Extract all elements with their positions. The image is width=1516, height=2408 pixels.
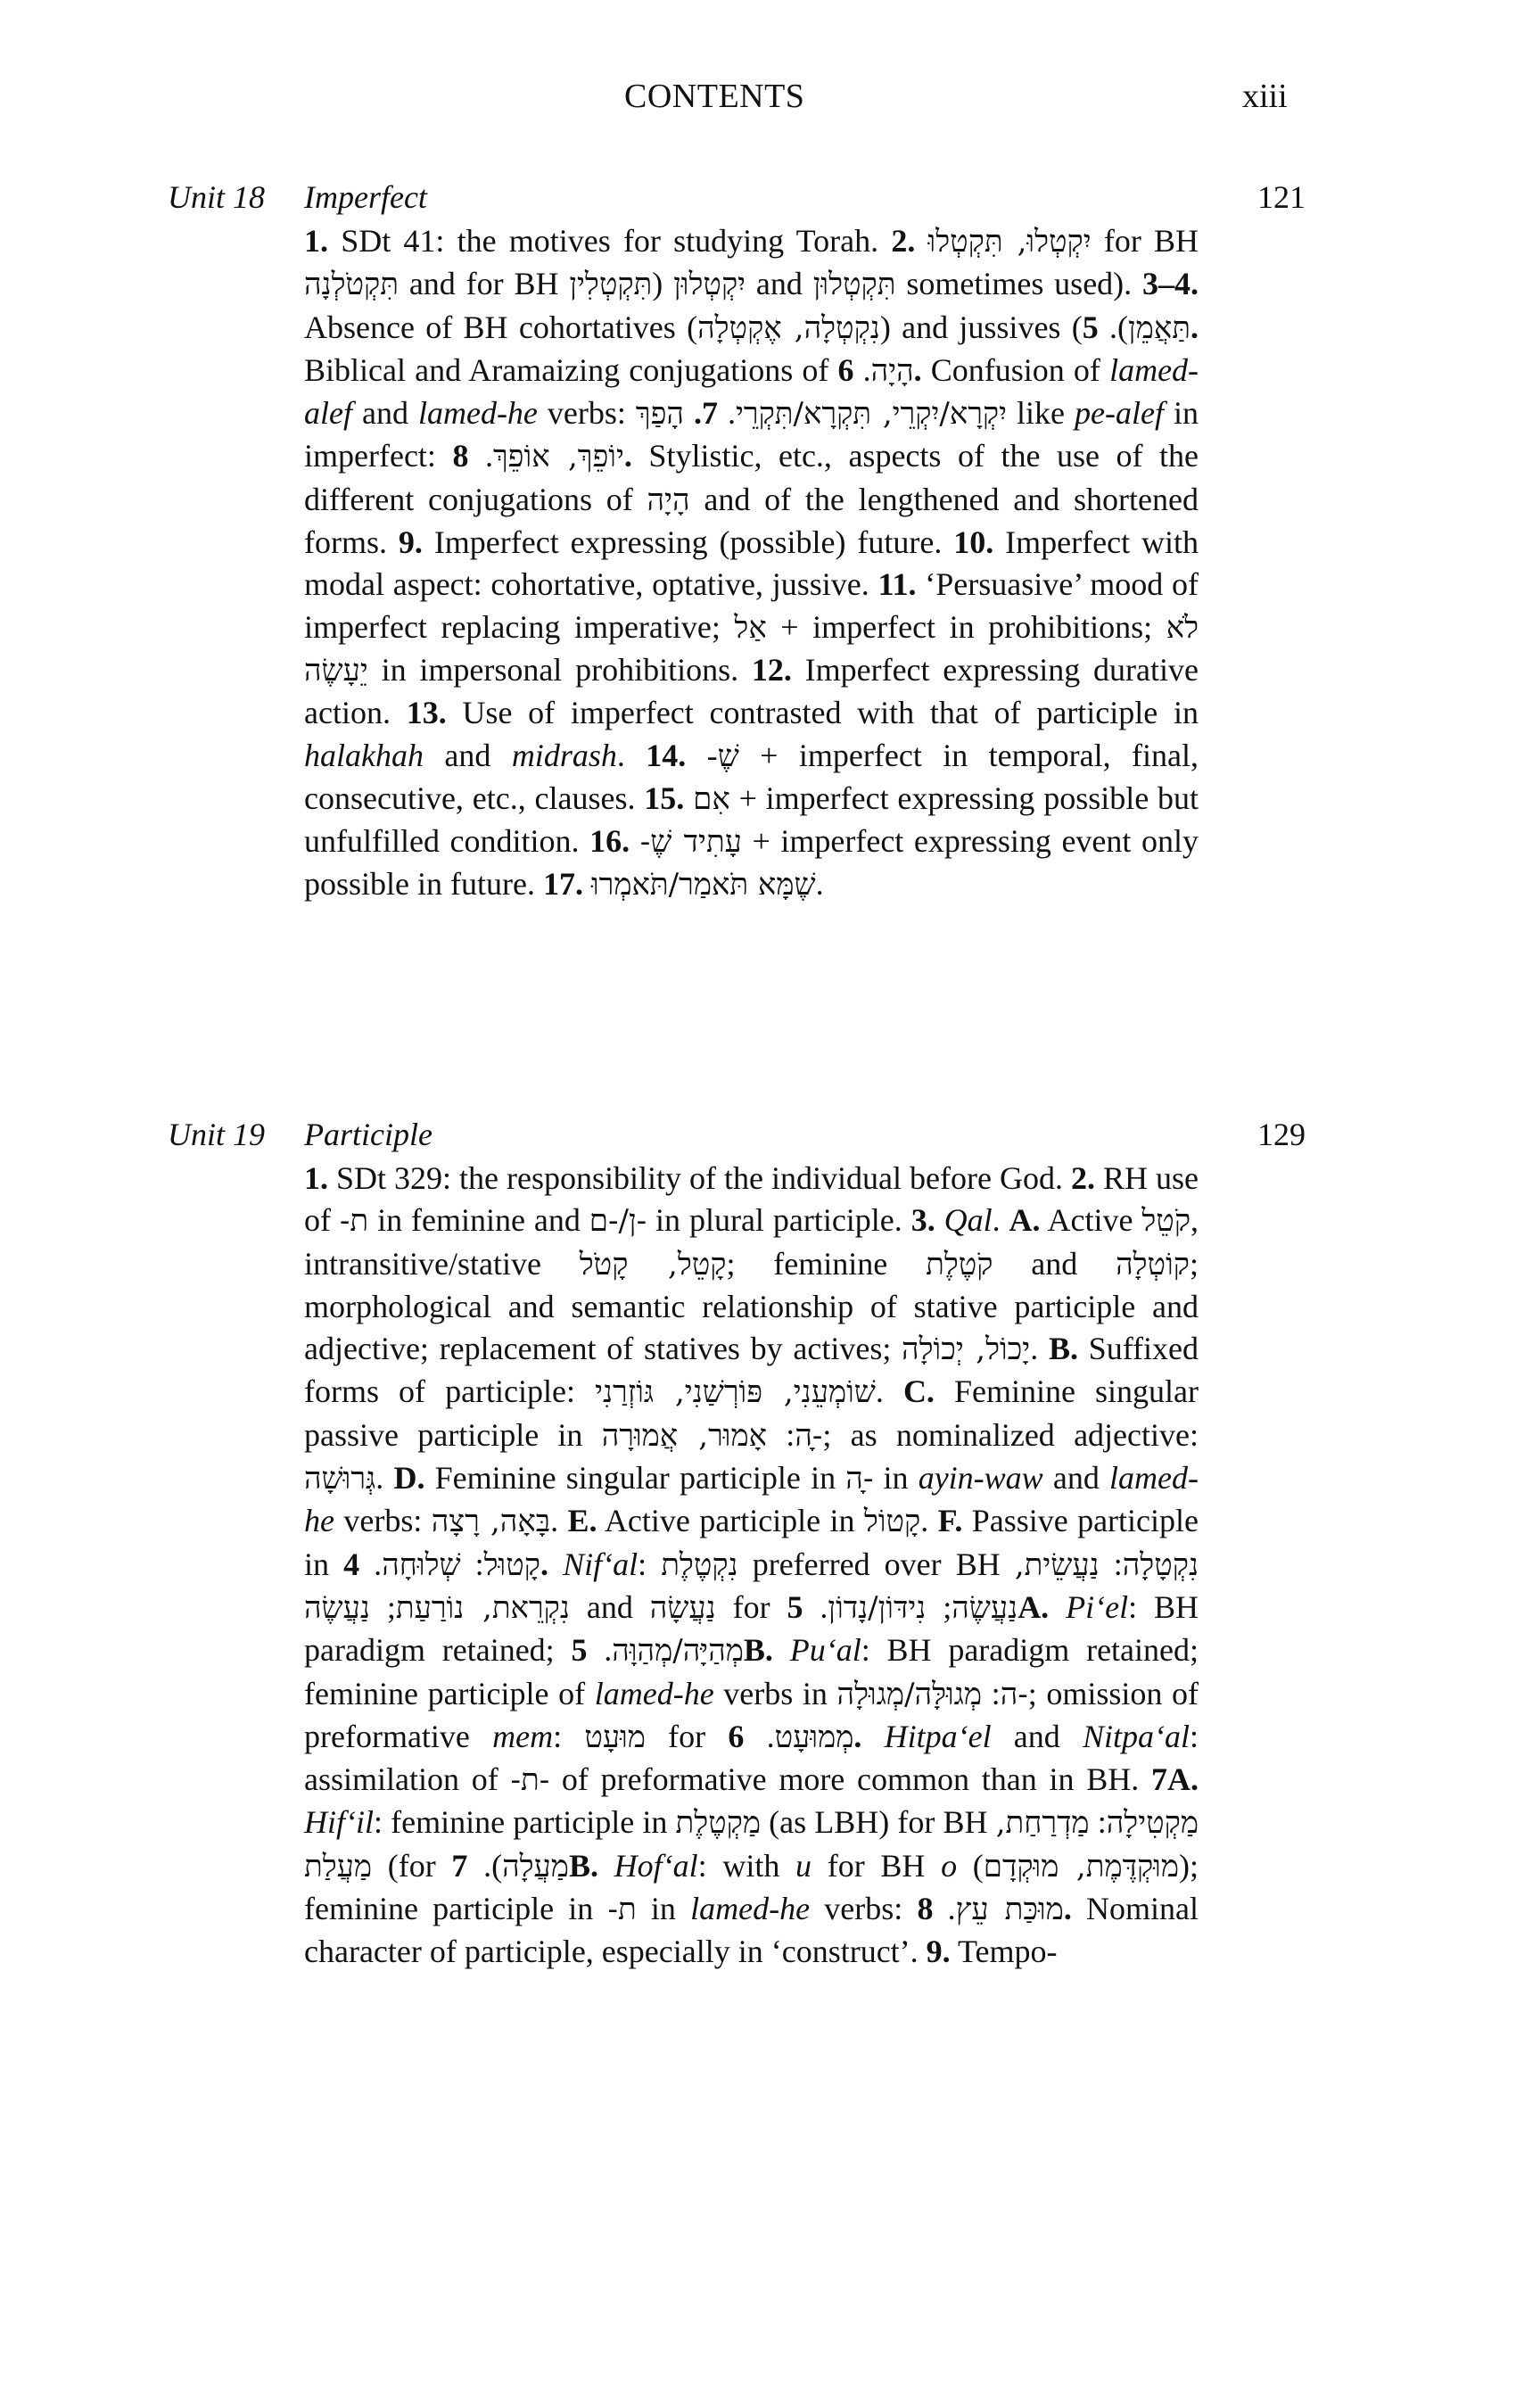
section-number: E. xyxy=(567,1503,597,1539)
hebrew-form: קֹטֶלֶת xyxy=(926,1246,993,1282)
italic-term: Pi‘el xyxy=(1066,1588,1129,1625)
text-run: Passive participle in xyxy=(304,1503,1199,1582)
text-run: for xyxy=(715,1588,787,1625)
unit-18-entry xyxy=(0,178,1516,1088)
text-run: : xyxy=(1089,1804,1107,1841)
hebrew-form: הָיָה xyxy=(870,352,914,389)
hebrew-form: נַעֲשֵׂית, נִקְרֵאת, נוֹרַעַת xyxy=(395,1546,1100,1626)
text-run: in feminine and xyxy=(368,1202,589,1239)
text-run: . xyxy=(933,1891,956,1927)
text-run: SDt 329: the responsibility of the individual before God. xyxy=(328,1160,1071,1196)
text-run: verbs: xyxy=(810,1891,918,1927)
text-run: . xyxy=(815,866,824,903)
running-head: CONTENTS xyxy=(624,78,805,115)
text-run: . xyxy=(744,1718,775,1754)
italic-term: Hif‘il xyxy=(304,1804,374,1841)
text-run: Use of imperfect contrasted with that of participle in xyxy=(446,695,1199,731)
text-run: : assimilation of xyxy=(304,1718,1199,1798)
text-run: Active participle in xyxy=(597,1503,864,1539)
section-number: F. xyxy=(937,1503,963,1539)
text-run: . xyxy=(587,1632,613,1669)
text-run: Imperfect with modal aspect: cohortative, optative, jussive. xyxy=(304,524,1199,603)
section-number: 1. xyxy=(304,223,328,259)
hebrew-form: מוּעָט xyxy=(584,1719,646,1755)
text-run: + imperfect expressing event only possible in future. xyxy=(304,823,1199,903)
section-number: 13. xyxy=(406,695,447,731)
text-run: like xyxy=(1007,395,1075,432)
hebrew-form: נִידּוֹן/נָדוֹן xyxy=(828,1589,927,1626)
text-run: : xyxy=(638,1546,662,1582)
section-number: 7B. xyxy=(451,1847,598,1884)
italic-term: Nitpa‘al xyxy=(1083,1718,1191,1754)
italic-term: lamed-alef xyxy=(304,351,1199,432)
italic-term: ayin-waw xyxy=(918,1460,1043,1497)
italic-term: Qal xyxy=(943,1202,993,1239)
text-run: for BH xyxy=(812,1847,942,1884)
text-run: and xyxy=(423,737,512,773)
unit-19-entry xyxy=(0,1116,1516,2168)
text-run xyxy=(583,866,591,902)
hebrew-form: שֶׁ xyxy=(717,738,739,774)
text-run: + imperfect expressing possible but unfulfilled condition. xyxy=(304,779,1199,860)
text-run: sometimes used). xyxy=(895,266,1143,302)
text-run: . xyxy=(875,1373,903,1410)
text-run: Feminine singular passive participle in xyxy=(304,1373,1199,1453)
unit-page-number: 121 xyxy=(1257,179,1306,215)
hebrew-form: מַדְרַחַת, מַעֲלַת xyxy=(304,1805,1090,1884)
text-run xyxy=(861,1719,884,1754)
text-run: : feminine participle in xyxy=(374,1804,676,1841)
text-run: for BH xyxy=(1091,223,1199,259)
hebrew-form: יִקְטְלוּ, תִּקְטְלוּ xyxy=(927,224,1092,260)
hebrew-form: קוֹטְלָה xyxy=(1116,1246,1190,1282)
unit-description xyxy=(304,1158,1199,1974)
section-number: D. xyxy=(393,1460,425,1497)
section-number: 4. xyxy=(343,1546,548,1582)
hebrew-form: הָיָה xyxy=(647,482,690,518)
text-run: verbs in xyxy=(713,1675,837,1711)
section-number: 3–4. xyxy=(1142,266,1199,302)
hebrew-form: נִקְטְלָה, אֶקְטְלָה xyxy=(697,309,880,346)
section-number: 8. xyxy=(917,1891,1072,1927)
hebrew-form: אִם xyxy=(693,780,730,817)
text-run: Suffixed forms of participle: xyxy=(304,1331,1199,1410)
text-run: in plural participle. xyxy=(647,1202,911,1239)
section-number: 5A. xyxy=(787,1588,1050,1625)
italic-term: halakhah xyxy=(304,737,424,773)
section-number: 9. xyxy=(398,524,423,561)
page-number: xiii xyxy=(1242,78,1288,115)
hebrew-form: מוּקְדֶּמֶת, מוּקְדָם xyxy=(983,1848,1179,1884)
hebrew-form: קָטוּל xyxy=(483,1546,540,1583)
text-run: + imperfect in temporal, final, consecutive, etc., clauses. xyxy=(304,737,1199,816)
text-run: . xyxy=(468,438,493,474)
hebrew-form: לֹא יֵעָשֶׂה xyxy=(304,609,1199,689)
italic-term: lamed-he xyxy=(594,1675,714,1711)
hebrew-form: מַקְטִילָה xyxy=(1106,1805,1199,1842)
text-run: for xyxy=(645,1718,729,1754)
hebrew-form: נַעֲשֶׂה xyxy=(304,1589,370,1626)
hebrew-form: -ָה xyxy=(795,1417,823,1454)
hebrew-form: אַל xyxy=(734,609,767,646)
text-run: Absence of BH cohortatives ( xyxy=(304,309,698,345)
hebrew-form: שׁוֹמְעֵנִי, פּוֹרְשַׁנִי, גּוֹזְרַנִי xyxy=(595,1374,876,1411)
section-number: 15. xyxy=(644,779,685,816)
text-run xyxy=(684,395,694,431)
text-run: and xyxy=(351,395,418,432)
text-run: . xyxy=(1030,1331,1049,1367)
text-run: ). xyxy=(1098,309,1129,345)
text-run: : xyxy=(767,1416,795,1453)
hebrew-form: תִּקְטְלִין xyxy=(569,267,653,303)
hebrew-form: ת- xyxy=(607,1892,637,1928)
text-run: : xyxy=(460,1546,484,1582)
hebrew-form: יִקְרָא/יִקְרֵי, תִּקְרָא/תִּקְרֵי xyxy=(735,396,1008,433)
hebrew-form: יָכוֹל, יְכוֹלָה xyxy=(902,1332,1031,1368)
text-run: ; morphological and semantic relationship of stative participle and adjective; replacement of statives by actives; xyxy=(304,1245,1199,1367)
text-run: (for xyxy=(372,1847,452,1884)
text-run: - xyxy=(686,737,718,773)
hebrew-form: מְגוּלָּה/מְגוּלָה xyxy=(836,1676,983,1712)
unit-description xyxy=(304,220,1199,907)
text-run: Imperfect expressing (possible) future. xyxy=(422,524,954,561)
hebrew-form: ת- xyxy=(339,1203,369,1240)
hebrew-form: נִקְטֶלֶת xyxy=(661,1546,738,1583)
hebrew-form: תִּקְטֹלְנָה xyxy=(304,267,399,303)
text-run: ; xyxy=(369,1588,396,1625)
section-number: 17. xyxy=(542,866,583,903)
text-run: and xyxy=(1042,1460,1110,1497)
text-run: : xyxy=(1099,1546,1123,1582)
hebrew-form: מַעֲלָה xyxy=(502,1848,569,1884)
hebrew-form: מוּכַּת עֵץ xyxy=(955,1892,1064,1928)
text-run xyxy=(684,780,693,816)
text-run: ( xyxy=(652,266,674,302)
text-run: verbs: xyxy=(334,1503,432,1539)
hebrew-form: מְמוּעָט xyxy=(774,1719,854,1755)
text-run: and of the lengthened and shortened forms. xyxy=(304,481,1199,561)
text-run: Nominal character of participle, especially in ‘construct’. xyxy=(304,1891,1199,1970)
hebrew-form: שְׁלוּחָה xyxy=(382,1546,461,1583)
text-run: of preformative more common than in BH. xyxy=(549,1761,1151,1798)
hebrew-form: קָטוֹל xyxy=(863,1504,921,1540)
hebrew-form: יִקְטְלוּן xyxy=(673,267,746,303)
section-number: 16. xyxy=(589,823,630,860)
section-number: 11. xyxy=(877,566,917,603)
text-run: . xyxy=(920,1503,938,1539)
text-run: ( xyxy=(957,1847,984,1884)
text-run xyxy=(548,1546,563,1582)
text-run xyxy=(630,823,640,859)
hebrew-form: -ה xyxy=(1000,1676,1028,1712)
text-run: ‘Persuasive’ mood of imperfect replacing imperative; xyxy=(304,566,1199,645)
text-run: in xyxy=(636,1891,691,1927)
hebrew-form: אָמוּר, אֲמוּרָה xyxy=(601,1417,768,1454)
hebrew-form: שֶׁמָּא תֹּאמַר/תֹּאמְרוּ xyxy=(590,867,816,903)
text-run: : xyxy=(982,1675,1001,1711)
hebrew-form: נִקְטָלָה xyxy=(1122,1546,1199,1583)
section-number: 7. xyxy=(693,395,718,432)
text-run: Active xyxy=(1040,1202,1142,1239)
text-run: ); feminine participle in xyxy=(304,1847,1199,1927)
text-run: ; feminine xyxy=(726,1245,927,1282)
text-run xyxy=(773,1632,790,1668)
section-number: 7A. xyxy=(1151,1761,1199,1798)
hebrew-form: יוֹפֵךְ, אוֹפֵךְ xyxy=(492,439,624,475)
text-run: and xyxy=(991,1718,1083,1754)
text-run: . xyxy=(359,1546,383,1582)
section-number: 2. xyxy=(891,223,916,259)
text-run: verbs: xyxy=(537,395,636,432)
text-run: ). xyxy=(467,1847,503,1884)
italic-term: Hof‘al xyxy=(614,1847,698,1884)
hebrew-form: תִּקְטְלוּן xyxy=(812,267,896,303)
text-run: . xyxy=(992,1202,1009,1239)
italic-term: lamed-he xyxy=(690,1891,811,1927)
italic-term: o xyxy=(941,1847,958,1884)
text-run: and xyxy=(746,266,813,302)
hebrew-form: תַּאֲמֵן xyxy=(1128,309,1191,346)
text-run: , intransitive/stative xyxy=(304,1202,1199,1282)
text-run: . xyxy=(375,1460,394,1497)
hebrew-form: -ָה xyxy=(845,1461,874,1497)
italic-term: lamed-he xyxy=(417,395,538,432)
hebrew-form: בָּאָה, רָצָה xyxy=(431,1504,551,1540)
section-number: 10. xyxy=(953,524,994,561)
section-number: 3. xyxy=(910,1202,935,1239)
italic-term: mem xyxy=(492,1718,554,1754)
text-run xyxy=(598,1848,614,1884)
hebrew-form: מְהַיָּה/מְהַוָּה xyxy=(612,1633,744,1670)
section-number: 1. xyxy=(304,1160,328,1196)
text-run: RH use of xyxy=(304,1160,1199,1239)
section-number: 6. xyxy=(728,1718,862,1754)
text-run: Imperfect expressing durative action. xyxy=(304,651,1199,731)
section-number: 8. xyxy=(452,438,632,474)
section-number: 9. xyxy=(926,1934,951,1970)
text-run: + imperfect in prohibitions; xyxy=(766,608,1166,645)
text-run: in imperfect: xyxy=(304,395,1199,474)
section-number: B. xyxy=(1048,1331,1078,1367)
text-run: ; as nominalized adjective: xyxy=(822,1416,1199,1453)
section-number: 6. xyxy=(837,351,922,388)
text-run: : with xyxy=(697,1847,796,1884)
text-run xyxy=(1049,1589,1066,1625)
text-run: preferred over BH xyxy=(737,1546,1015,1582)
text-run: ; xyxy=(926,1588,952,1625)
hebrew-form: עָתִיד שֶׁ- xyxy=(639,824,742,861)
hebrew-form: נַעֲשֶׂה xyxy=(952,1589,1018,1626)
text-run xyxy=(935,1202,944,1238)
text-run: ; omission of preformative xyxy=(304,1675,1199,1754)
page-header xyxy=(0,77,1516,130)
section-number: 2. xyxy=(1070,1160,1095,1196)
italic-term: lamed-he xyxy=(304,1460,1199,1539)
italic-term: pe-alef xyxy=(1075,395,1164,432)
text-run xyxy=(915,223,927,259)
text-run: : xyxy=(553,1718,585,1754)
section-number: C. xyxy=(902,1373,935,1410)
italic-term: Hitpa‘el xyxy=(884,1718,992,1754)
text-run: in impersonal prohibitions. xyxy=(367,651,752,688)
text-run: Biblical and Aramaizing conjugations of xyxy=(304,351,838,388)
unit-label: Unit 19 xyxy=(168,1117,266,1152)
section-number: 5B. xyxy=(571,1632,773,1669)
text-run: . xyxy=(616,737,647,773)
section-number: A. xyxy=(1009,1202,1041,1239)
text-run: and xyxy=(993,1245,1116,1282)
text-run: . xyxy=(853,351,871,388)
italic-term: Pu‘al xyxy=(789,1632,861,1669)
text-run: (as LBH) for BH xyxy=(761,1804,996,1841)
hebrew-form: קֹטֵל xyxy=(1141,1203,1191,1240)
italic-term: midrash xyxy=(511,737,617,773)
text-run: Stylistic, etc., aspects of the use of the different conjugations of xyxy=(304,438,1199,517)
hebrew-form: קָטֵל, קָטֹל xyxy=(579,1246,727,1282)
text-run: : BH paradigm retained; feminine participle of xyxy=(304,1632,1199,1711)
hebrew-form: הָפַךְ xyxy=(635,396,684,433)
text-run: . xyxy=(717,395,736,432)
text-run: and xyxy=(569,1588,650,1625)
unit-title: Participle xyxy=(304,1117,433,1152)
unit-title: Imperfect xyxy=(304,179,427,215)
text-run: : BH paradigm retained; xyxy=(304,1588,1199,1669)
unit-label: Unit 18 xyxy=(168,179,266,215)
hebrew-form: נַעֲשָׂה xyxy=(649,1589,716,1626)
text-run: ) and jussives ( xyxy=(879,309,1083,345)
text-run: and for BH xyxy=(398,266,570,302)
italic-term: u xyxy=(795,1847,812,1884)
text-run: SDt 41: the motives for studying Torah. xyxy=(328,223,892,259)
hebrew-form: -ן/-ם xyxy=(589,1203,647,1240)
hebrew-form: מַקְטֶלֶת xyxy=(675,1805,762,1842)
text-run: Confusion of xyxy=(921,351,1110,388)
section-number: 12. xyxy=(751,651,792,688)
section-number: 14. xyxy=(646,737,687,773)
text-run: . xyxy=(550,1503,568,1539)
hebrew-form: -ת- xyxy=(510,1762,550,1799)
section-number: 5. xyxy=(1082,309,1199,345)
unit-page-number: 129 xyxy=(1257,1117,1306,1152)
text-run: . xyxy=(803,1588,828,1625)
hebrew-form: גְּרוּשָׁה xyxy=(304,1461,376,1497)
italic-term: Nif‘al xyxy=(563,1546,639,1582)
text-run: in xyxy=(873,1460,919,1497)
text-run: Tempo- xyxy=(950,1934,1058,1970)
text-run: Feminine singular participle in xyxy=(424,1460,846,1497)
